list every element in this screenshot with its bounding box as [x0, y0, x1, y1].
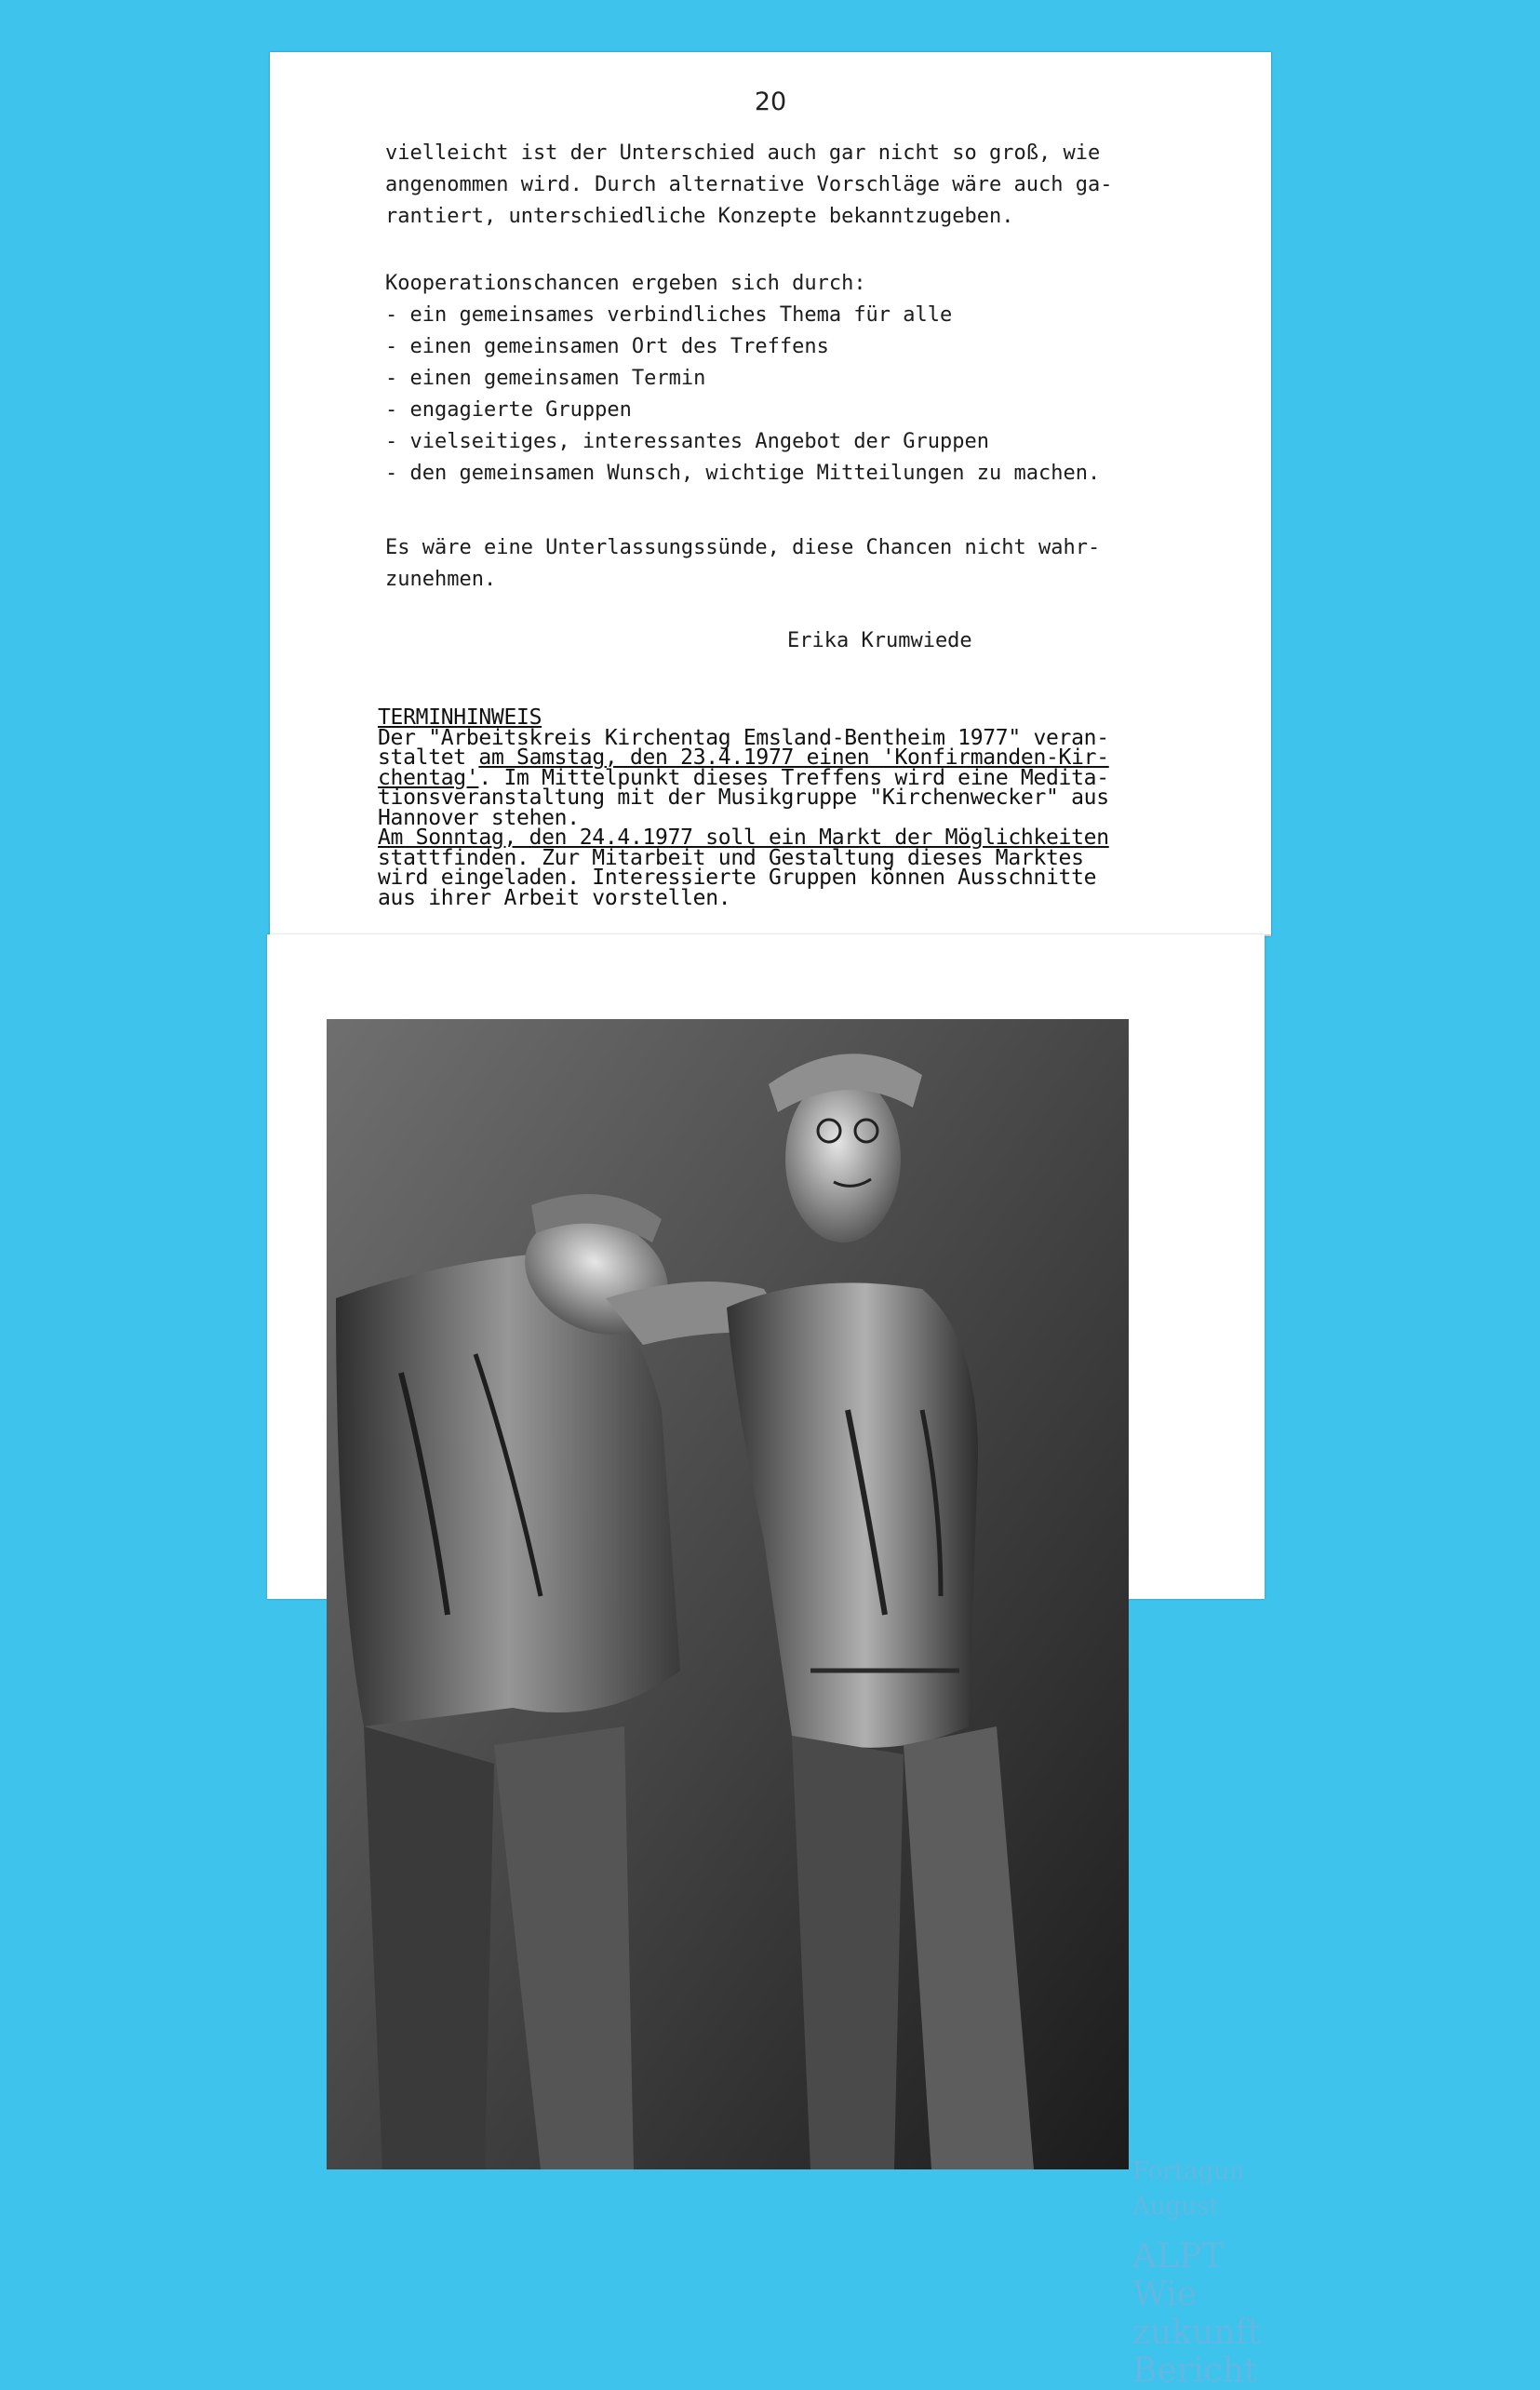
relief-illustration: [327, 1019, 1129, 2169]
cooperation-list: [385, 268, 1167, 490]
list-item: - einen gemeinsamen Termin: [385, 367, 706, 390]
list-item: - einen gemeinsamen Ort des Treffens: [385, 335, 829, 358]
bleed-through-text: ALPT Wie zukunft Bericht: [1132, 2237, 1262, 2390]
intro-line: vielleicht ist der Unterschied auch gar nicht so groß, wie: [385, 141, 1101, 165]
sculpture-photo: [327, 1019, 1129, 2169]
cooperation-heading: Kooperationschancen ergeben sich durch:: [385, 272, 866, 295]
termin-line: Hannover stehen.: [378, 805, 580, 830]
termin-line: . Im Mittelpunkt dieses Treffens wird eine Medita-: [478, 765, 1109, 790]
intro-line: rantiert, unterschiedliche Konzepte bekanntzugeben.: [385, 205, 1014, 228]
list-item: - engagierte Gruppen: [385, 398, 632, 422]
bleed-through-text: Fortagun August: [1132, 2157, 1245, 2221]
list-item: - ein gemeinsames verbindliches Thema für alle: [385, 303, 953, 327]
list-item: - den gemeinsamen Wunsch, wichtige Mitteilungen zu machen.: [385, 462, 1101, 485]
page-number: 20: [754, 87, 787, 116]
termin-date-saturday: am Samstag, den 23.4.1977 einen 'Konfirmanden-Kir-: [478, 745, 1109, 770]
termin-line: aus ihrer Arbeit vorstellen.: [378, 885, 731, 910]
left-figure-legs: [364, 1726, 494, 2169]
termin-line: tionsveranstaltung mit der Musikgruppe "Kirchenwecker" aus: [378, 785, 1109, 810]
intro-paragraph: [385, 138, 1167, 233]
intro-line: angenommen wird. Durch alternative Vorschläge wäre auch ga-: [385, 173, 1113, 196]
closing-line: zunehmen.: [385, 568, 497, 591]
closing-paragraph: [385, 532, 1167, 596]
termin-line: stattfinden. Zur Mitarbeit und Gestaltung dieses Marktes: [378, 845, 1084, 870]
right-figure-head: [785, 1075, 901, 1242]
list-item: - vielseitiges, interessantes Angebot der Gruppen: [385, 430, 990, 453]
termin-event-name: chentag': [378, 765, 479, 790]
termin-line: staltet: [378, 745, 479, 770]
termin-heading: TERMINHINWEIS: [378, 705, 542, 730]
termin-notice: [378, 705, 1169, 910]
page-sheet-top: [270, 52, 1271, 936]
termin-line: Der "Arbeitskreis Kirchentag Emsland-Bentheim 1977" veran-: [378, 725, 1109, 750]
closing-line: Es wäre eine Unterlassungssünde, diese Chancen nicht wahr-: [385, 536, 1101, 559]
right-figure-legs: [792, 1736, 904, 2169]
author-signature: Erika Krumwiede: [787, 629, 972, 652]
termin-date-sunday: Am Sonntag, den 24.4.1977 soll ein Markt der Möglichkeiten: [378, 826, 1109, 850]
termin-line: wird eingeladen. Interessierte Gruppen können Ausschnitte: [378, 866, 1097, 890]
